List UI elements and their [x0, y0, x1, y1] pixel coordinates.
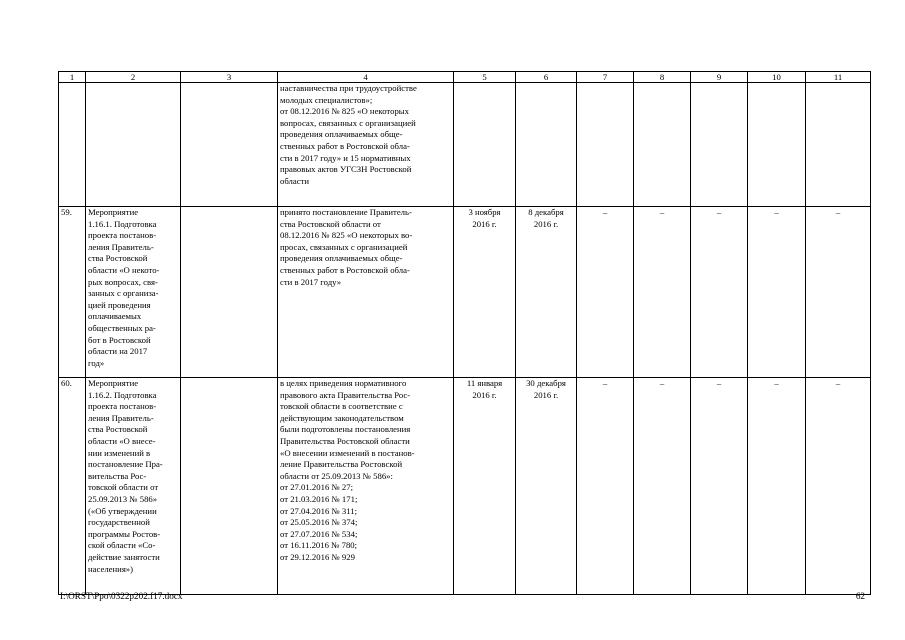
cell-text-line: вопросах, связанных с организацией [280, 117, 416, 128]
column-header-2: 2 [86, 72, 181, 83]
cell-col-9: – [691, 378, 748, 595]
cell-text-line: 8 декабря [528, 207, 564, 217]
cell-text-line: ления Правитель- [88, 241, 154, 252]
cell-text-line: области [280, 175, 310, 186]
cell-text-line: оплачиваемых [88, 311, 142, 322]
table-row [59, 83, 871, 207]
cell-text-line: ления Правитель- [88, 412, 154, 423]
cell-text-line: сти в 2017 году» [280, 276, 342, 287]
cell-text-line: действующим законодательством [280, 412, 404, 423]
cell-col-1: 59. [59, 207, 86, 378]
cell-col-11: – [806, 378, 871, 595]
footer-file-path: I:\ORST\Ppo\0322p202.f17.docx [60, 591, 183, 601]
column-header-4: 4 [278, 72, 454, 83]
column-header-11: 11 [806, 72, 871, 83]
cell-text-line: 11 января [466, 378, 503, 388]
cell-text-line: занных с организа- [88, 288, 159, 299]
cell-col-8 [634, 83, 691, 207]
cell-text-line: бот в Ростовской [88, 334, 151, 345]
cell-text-line: Правительства Ростовской области [280, 435, 410, 446]
cell-col-2 [86, 378, 181, 595]
cell-text-line: области «О внесе- [88, 435, 156, 446]
cell-text-line: программы Ростов- [88, 528, 161, 539]
page-number: 62 [855, 591, 865, 601]
cell-text-line: товской области в соответствие с [280, 401, 403, 412]
cell-text-line: 1.16.1. Подготовка [88, 218, 157, 229]
cell-col-7 [577, 83, 634, 207]
cell-text-line: ства Ростовской [88, 424, 148, 435]
cell-text-line: были подготовлены постановления [280, 424, 411, 435]
cell-col-3 [181, 378, 278, 595]
cell-text-line: от 27.04.2016 № 311; [280, 505, 358, 516]
cell-col-1: 60. [59, 378, 86, 595]
cell-text-line: ственных работ в Ростовской обла- [280, 140, 410, 151]
cell-text-line: 2016 г. [472, 389, 497, 400]
cell-text-line: Мероприятие [88, 207, 139, 217]
cell-text-line: проекта постанов- [88, 401, 157, 412]
cell-text-line: от 27.07.2016 № 534; [280, 528, 358, 539]
cell-col-5 [454, 83, 516, 207]
cell-text-line: год» [88, 357, 105, 368]
cell-col-4 [278, 207, 454, 378]
cell-text-line: 08.12.2016 № 825 «О некоторых во- [280, 230, 413, 241]
cell-text-line: 2016 г. [533, 218, 559, 229]
cell-text-line: 30 декабря [526, 378, 566, 388]
cell-col-6 [516, 378, 577, 595]
cell-text-line: проекта постанов- [88, 230, 157, 241]
cell-text-line: ление Правительства Ростовской [280, 459, 403, 470]
cell-text-line: нии изменений в [88, 447, 151, 458]
column-header-9: 9 [691, 72, 748, 83]
cell-text-line: Мероприятие [88, 378, 139, 388]
cell-text-line: проведения оплачиваемых обще- [280, 253, 403, 264]
cell-text-line: от 25.05.2016 № 374; [280, 517, 358, 528]
cell-text-line: 3 ноября [468, 207, 501, 217]
column-header-3: 3 [181, 72, 278, 83]
cell-col-7: – [577, 378, 634, 595]
cell-col-8: – [634, 378, 691, 595]
cell-text-line: рых вопросах, свя- [88, 276, 158, 287]
column-header-1: 1 [59, 72, 86, 83]
cell-text-line: молодых специалистов»; [280, 94, 373, 105]
cell-text-line: государственной [88, 517, 150, 528]
cell-col-10: – [748, 207, 806, 378]
column-header-10: 10 [748, 72, 806, 83]
cell-col-3 [181, 83, 278, 207]
cell-text-line: области на 2017 [88, 346, 148, 357]
cell-text-line: от 08.12.2016 № 825 «О некоторых [280, 106, 409, 117]
cell-text-line: действие занятости [88, 551, 160, 562]
cell-text-line: от 16.11.2016 № 780; [280, 540, 358, 551]
cell-text-line: товской области от [88, 482, 159, 493]
cell-text-line: проведения оплачиваемых обще- [280, 129, 403, 140]
cell-col-11: – [806, 207, 871, 378]
cell-col-10: – [748, 378, 806, 595]
cell-text-line: населения») [88, 563, 134, 574]
cell-text-line: 1.16.2. Подготовка [88, 389, 157, 400]
cell-col-11 [806, 83, 871, 207]
cell-text-line: 25.09.2013 № 586» [88, 493, 158, 504]
cell-col-2 [86, 207, 181, 378]
cell-text-line: области от 25.09.2013 № 586»: [280, 470, 393, 481]
cell-text-line: ства Ростовской [88, 253, 148, 264]
cell-col-4 [278, 83, 454, 207]
cell-text-line: общественных ра- [88, 322, 156, 333]
cell-text-line: от 29.12.2016 № 929 [280, 551, 355, 562]
cell-col-3 [181, 207, 278, 378]
cell-text-line: просах, связанных с организацией [280, 241, 408, 252]
cell-text-line: цией проведения [88, 299, 151, 310]
cell-text-line: 2016 г. [533, 389, 559, 400]
cell-col-9: – [691, 207, 748, 378]
cell-text-line: области «О некото- [88, 264, 160, 275]
cell-text-line: наставничества при трудоустройстве [280, 83, 417, 93]
cell-text-line: от 21.03.2016 № 171; [280, 493, 358, 504]
cell-text-line: ственных работ в Ростовской обла- [280, 264, 410, 275]
cell-col-6 [516, 207, 577, 378]
cell-col-10 [748, 83, 806, 207]
cell-col-1 [59, 83, 86, 207]
header-row [59, 72, 871, 83]
cell-col-4 [278, 378, 454, 595]
cell-col-7: – [577, 207, 634, 378]
cell-col-8: – [634, 207, 691, 378]
column-header-6: 6 [516, 72, 577, 83]
cell-text-line: вительства Рос- [88, 470, 147, 481]
program-table [58, 71, 871, 595]
cell-col-6 [516, 83, 577, 207]
cell-text-line: «О внесении изменений в постанов- [280, 447, 415, 458]
column-header-8: 8 [634, 72, 691, 83]
cell-text-line: в целях приведения нормативного [280, 378, 407, 388]
cell-col-9 [691, 83, 748, 207]
cell-text-line: принято постановление Правитель- [280, 207, 412, 217]
cell-text-line: правовых актов УГСЗН Ростовской [280, 164, 412, 175]
cell-text-line: ской области «Со- [88, 540, 156, 551]
column-header-5: 5 [454, 72, 516, 83]
cell-text-line: от 27.01.2016 № 27; [280, 482, 354, 493]
cell-col-2 [86, 83, 181, 207]
column-header-7: 7 [577, 72, 634, 83]
cell-col-5 [454, 378, 516, 595]
cell-text-line: правового акта Правительства Рос- [280, 389, 411, 400]
cell-text-line: 2016 г. [472, 218, 497, 229]
cell-text-line: сти в 2017 году» и 15 нормативных [280, 152, 411, 163]
table-row [59, 378, 871, 595]
cell-text-line: постановление Пра- [88, 459, 163, 470]
table-row [59, 207, 871, 378]
cell-text-line: («Об утверждении [88, 505, 157, 516]
cell-text-line: ства Ростовской области от [280, 218, 381, 229]
cell-col-5 [454, 207, 516, 378]
